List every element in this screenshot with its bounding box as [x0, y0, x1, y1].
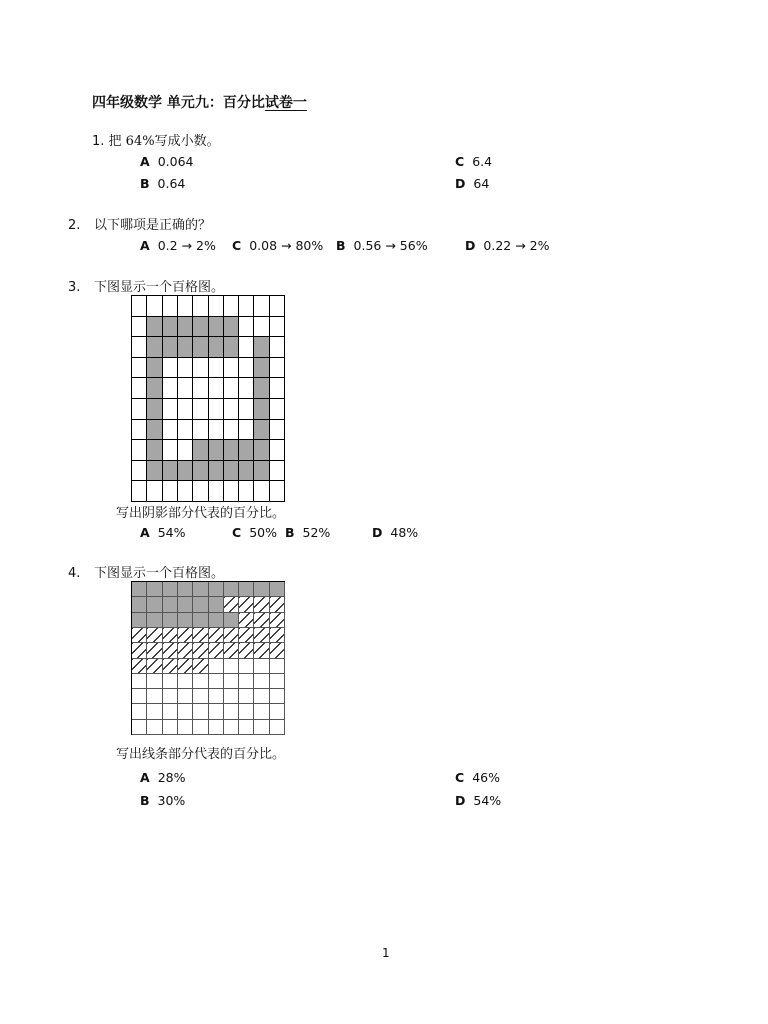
- q1-option-a[interactable]: A 0.064: [140, 154, 194, 169]
- grid-cell: [163, 689, 178, 704]
- grid-cell: [178, 461, 193, 482]
- grid-cell: [270, 582, 285, 597]
- grid-cell: [254, 689, 269, 704]
- grid-cell: [163, 643, 178, 658]
- grid-cell: [239, 628, 254, 643]
- question-1: [92, 130, 220, 149]
- q4-option-c[interactable]: C 46%: [455, 770, 500, 785]
- grid-cell: [254, 659, 269, 674]
- grid-cell: [178, 296, 193, 317]
- grid-cell: [132, 674, 147, 689]
- grid-cell: [270, 337, 285, 358]
- grid-cell: [254, 317, 269, 338]
- grid-cell: [254, 296, 269, 317]
- grid-cell: [193, 689, 208, 704]
- grid-cell: [254, 720, 269, 735]
- grid-cell: [163, 613, 178, 628]
- grid-cell: [178, 440, 193, 461]
- grid-cell: [163, 582, 178, 597]
- title-underlined: 试卷一: [264, 95, 307, 111]
- grid-cell: [193, 399, 208, 420]
- grid-cell: [224, 440, 239, 461]
- grid-cell: [178, 659, 193, 674]
- grid-cell: [147, 674, 162, 689]
- grid-cell: [193, 378, 208, 399]
- question-2-number: 2.: [68, 218, 81, 233]
- grid-cell: [254, 597, 269, 612]
- grid-cell: [178, 378, 193, 399]
- grid-cell: [147, 659, 162, 674]
- grid-cell: [132, 720, 147, 735]
- grid-cell: [224, 420, 239, 441]
- question-3-text: 下图显示一个百格图。: [94, 280, 225, 295]
- grid-cell: [254, 378, 269, 399]
- grid-cell: [147, 461, 162, 482]
- grid-cell: [132, 481, 147, 502]
- grid-cell: [254, 420, 269, 441]
- grid-cell: [193, 674, 208, 689]
- grid-cell: [132, 317, 147, 338]
- grid-cell: [147, 296, 162, 317]
- grid-cell: [239, 378, 254, 399]
- grid-cell: [224, 337, 239, 358]
- grid-cell: [132, 337, 147, 358]
- grid-cell: [239, 613, 254, 628]
- q3-option-b[interactable]: B 52%: [285, 525, 331, 540]
- grid-cell: [178, 720, 193, 735]
- grid-cell: [193, 613, 208, 628]
- question-1-number: 1.: [92, 134, 105, 149]
- grid-cell: [147, 399, 162, 420]
- grid-cell: [132, 643, 147, 658]
- grid-cell: [178, 337, 193, 358]
- grid-cell: [239, 337, 254, 358]
- grid-cell: [132, 613, 147, 628]
- grid-cell: [209, 358, 224, 379]
- grid-cell: [178, 597, 193, 612]
- grid-cell: [147, 481, 162, 502]
- grid-cell: [178, 704, 193, 719]
- grid-cell: [239, 659, 254, 674]
- grid-cell: [209, 296, 224, 317]
- page-number: 1: [382, 946, 390, 960]
- grid-cell: [239, 358, 254, 379]
- grid-cell: [254, 481, 269, 502]
- grid-cell: [178, 613, 193, 628]
- question-2-text: 以下哪项是正确的？: [94, 218, 212, 233]
- q2-option-c[interactable]: C 0.08 → 80%: [232, 238, 324, 253]
- grid-cell: [239, 674, 254, 689]
- grid-cell: [132, 420, 147, 441]
- grid-cell: [163, 420, 178, 441]
- title-main: 四年级数学 单元九：百分比: [92, 95, 265, 111]
- grid-cell: [254, 461, 269, 482]
- grid-cell: [132, 296, 147, 317]
- q2-option-d[interactable]: D 0.22 → 2%: [465, 238, 550, 253]
- grid-cell: [224, 720, 239, 735]
- grid-cell: [239, 296, 254, 317]
- question-2: [68, 214, 211, 233]
- q3-option-c[interactable]: C 50%: [232, 525, 277, 540]
- grid-cell: [163, 674, 178, 689]
- grid-cell: [224, 613, 239, 628]
- grid-cell: [224, 358, 239, 379]
- question-3-prompt: 写出阴影部分代表的百分比。: [116, 506, 286, 521]
- grid-cell: [270, 481, 285, 502]
- grid-cell: [270, 597, 285, 612]
- grid-cell: [239, 461, 254, 482]
- grid-cell: [239, 720, 254, 735]
- q3-option-d[interactable]: D 48%: [372, 525, 419, 540]
- grid-cell: [270, 689, 285, 704]
- grid-cell: [193, 643, 208, 658]
- grid-cell: [178, 317, 193, 338]
- grid-cell: [224, 399, 239, 420]
- grid-cell: [163, 378, 178, 399]
- grid-cell: [209, 597, 224, 612]
- grid-cell: [270, 378, 285, 399]
- grid-cell: [147, 358, 162, 379]
- grid-cell: [193, 358, 208, 379]
- grid-cell: [193, 461, 208, 482]
- grid-cell: [239, 582, 254, 597]
- grid-cell: [270, 358, 285, 379]
- grid-cell: [239, 481, 254, 502]
- grid-cell: [147, 337, 162, 358]
- grid-cell: [132, 399, 147, 420]
- q3-option-a[interactable]: A 54%: [140, 525, 186, 540]
- grid-cell: [224, 582, 239, 597]
- grid-cell: [178, 674, 193, 689]
- grid-cell: [270, 674, 285, 689]
- grid-cell: [209, 461, 224, 482]
- q2-option-a[interactable]: A 0.2 → 2%: [140, 238, 216, 253]
- grid-cell: [224, 481, 239, 502]
- grid-cell: [163, 317, 178, 338]
- grid-cell: [147, 597, 162, 612]
- grid-cell: [178, 643, 193, 658]
- grid-cell: [209, 689, 224, 704]
- grid-cell: [132, 704, 147, 719]
- question-4-prompt: 写出线条部分代表的百分比。: [116, 747, 286, 762]
- grid-cell: [239, 689, 254, 704]
- grid-cell: [193, 704, 208, 719]
- grid-cell: [239, 704, 254, 719]
- grid-cell: [178, 358, 193, 379]
- grid-cell: [209, 399, 224, 420]
- grid-cell: [254, 628, 269, 643]
- grid-cell: [209, 643, 224, 658]
- grid-cell: [224, 628, 239, 643]
- grid-cell: [163, 440, 178, 461]
- grid-cell: [147, 704, 162, 719]
- grid-cell: [193, 481, 208, 502]
- grid-cell: [147, 628, 162, 643]
- grid-cell: [224, 659, 239, 674]
- grid-cell: [224, 704, 239, 719]
- grid-cell: [270, 420, 285, 441]
- q1-option-b[interactable]: B 0.64: [140, 176, 186, 191]
- q1-option-d[interactable]: D 64: [455, 176, 490, 191]
- worksheet-title: [92, 92, 307, 112]
- grid-cell: [163, 399, 178, 420]
- grid-cell: [254, 358, 269, 379]
- grid-cell: [254, 643, 269, 658]
- question-4: [68, 562, 224, 581]
- grid-cell: [163, 481, 178, 502]
- grid-cell: [209, 613, 224, 628]
- grid-cell: [239, 597, 254, 612]
- grid-cell: [193, 440, 208, 461]
- grid-cell: [193, 720, 208, 735]
- grid-cell: [270, 399, 285, 420]
- q4-option-b[interactable]: B 30%: [140, 793, 186, 808]
- grid-cell: [193, 337, 208, 358]
- grid-cell: [132, 358, 147, 379]
- grid-cell: [209, 582, 224, 597]
- grid-cell: [163, 704, 178, 719]
- grid-cell: [147, 720, 162, 735]
- grid-cell: [132, 597, 147, 612]
- grid-cell: [224, 296, 239, 317]
- grid-cell: [270, 440, 285, 461]
- grid-cell: [209, 704, 224, 719]
- grid-cell: [163, 659, 178, 674]
- q2-option-b[interactable]: B 0.56 → 56%: [336, 238, 428, 253]
- grid-cell: [193, 628, 208, 643]
- grid-cell: [209, 378, 224, 399]
- question-3-number: 3.: [68, 280, 81, 295]
- grid-cell: [147, 317, 162, 338]
- question-3: [68, 276, 224, 295]
- grid-cell: [254, 399, 269, 420]
- hundred-grid-hatched: [131, 581, 285, 735]
- grid-cell: [163, 597, 178, 612]
- grid-cell: [163, 337, 178, 358]
- grid-cell: [178, 399, 193, 420]
- hundred-grid-shaded: [131, 295, 285, 502]
- grid-cell: [147, 643, 162, 658]
- grid-cell: [209, 628, 224, 643]
- grid-cell: [239, 317, 254, 338]
- grid-cell: [132, 440, 147, 461]
- grid-cell: [163, 720, 178, 735]
- grid-cell: [147, 582, 162, 597]
- question-1-text: 把 64%写成小数。: [108, 134, 220, 149]
- grid-cell: [224, 674, 239, 689]
- grid-cell: [239, 643, 254, 658]
- grid-cell: [209, 440, 224, 461]
- q4-option-d[interactable]: D 54%: [455, 793, 502, 808]
- grid-cell: [193, 659, 208, 674]
- question-4-number: 4.: [68, 566, 81, 581]
- grid-cell: [270, 628, 285, 643]
- grid-cell: [193, 296, 208, 317]
- grid-cell: [239, 420, 254, 441]
- q4-option-a[interactable]: A 28%: [140, 770, 186, 785]
- grid-cell: [147, 613, 162, 628]
- grid-cell: [270, 643, 285, 658]
- grid-cell: [178, 420, 193, 441]
- grid-cell: [254, 674, 269, 689]
- grid-cell: [270, 720, 285, 735]
- question-4-text: 下图显示一个百格图。: [94, 566, 225, 581]
- grid-cell: [224, 378, 239, 399]
- grid-cell: [178, 628, 193, 643]
- grid-cell: [147, 378, 162, 399]
- grid-cell: [270, 613, 285, 628]
- grid-cell: [209, 659, 224, 674]
- grid-cell: [147, 689, 162, 704]
- grid-cell: [224, 597, 239, 612]
- grid-cell: [254, 440, 269, 461]
- grid-cell: [254, 582, 269, 597]
- grid-cell: [224, 643, 239, 658]
- grid-cell: [132, 628, 147, 643]
- grid-cell: [224, 689, 239, 704]
- grid-cell: [163, 296, 178, 317]
- grid-cell: [209, 337, 224, 358]
- q1-option-c[interactable]: C 6.4: [455, 154, 493, 169]
- grid-cell: [132, 461, 147, 482]
- grid-cell: [178, 582, 193, 597]
- grid-cell: [224, 317, 239, 338]
- grid-cell: [193, 582, 208, 597]
- grid-cell: [178, 481, 193, 502]
- grid-cell: [270, 461, 285, 482]
- grid-cell: [270, 704, 285, 719]
- grid-cell: [193, 597, 208, 612]
- grid-cell: [163, 461, 178, 482]
- grid-cell: [270, 296, 285, 317]
- grid-cell: [209, 720, 224, 735]
- grid-cell: [224, 461, 239, 482]
- grid-cell: [209, 317, 224, 338]
- grid-cell: [254, 613, 269, 628]
- grid-cell: [254, 337, 269, 358]
- grid-cell: [147, 420, 162, 441]
- grid-cell: [193, 420, 208, 441]
- grid-cell: [163, 628, 178, 643]
- grid-cell: [270, 659, 285, 674]
- grid-cell: [132, 659, 147, 674]
- grid-cell: [239, 399, 254, 420]
- grid-cell: [147, 440, 162, 461]
- grid-cell: [254, 704, 269, 719]
- grid-cell: [132, 689, 147, 704]
- grid-cell: [239, 440, 254, 461]
- grid-cell: [209, 420, 224, 441]
- grid-cell: [270, 317, 285, 338]
- grid-cell: [209, 674, 224, 689]
- grid-cell: [163, 358, 178, 379]
- grid-cell: [178, 689, 193, 704]
- grid-cell: [209, 481, 224, 502]
- grid-cell: [193, 317, 208, 338]
- grid-cell: [132, 582, 147, 597]
- grid-cell: [132, 378, 147, 399]
